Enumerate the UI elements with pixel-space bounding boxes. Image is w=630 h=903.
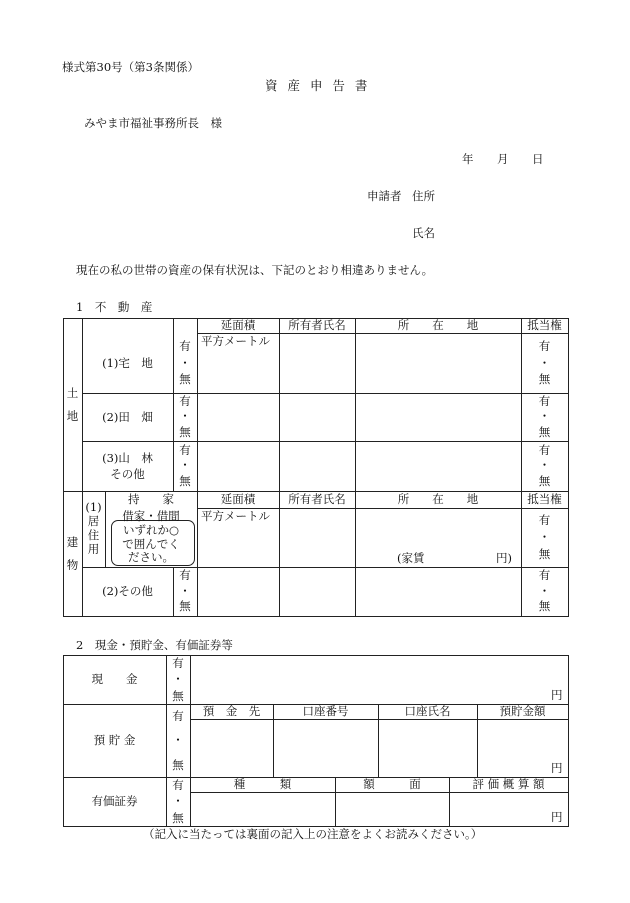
row-other-building: (2)その他: [102, 584, 153, 599]
yn-field: 有 ・ 無: [179, 393, 191, 439]
building-label: 建 物: [66, 534, 79, 572]
col-owner-header-2: 所有者氏名: [288, 492, 346, 507]
area-unit-building: 平方メートル: [201, 509, 270, 523]
mortgage-residence: 有 ・ 無: [538, 513, 551, 561]
mortgage-residential: 有 ・ 無: [538, 338, 551, 387]
yn-securities: 有 ・ 無: [172, 778, 184, 825]
securities-yen: 円: [551, 810, 563, 824]
col-account-name-header: 口座氏名: [404, 704, 451, 719]
own-house-label: 持 家: [128, 492, 174, 507]
col-owner-header: 所有者氏名: [288, 318, 346, 333]
deposit-yen: 円: [551, 761, 563, 775]
footer-note: （記入に当たっては裏面の記入上の注意をよくお読みください。）: [143, 827, 483, 841]
yn-residential: 有 ・ 無: [179, 338, 191, 387]
document-title: 資 産 申 告 書: [265, 78, 371, 93]
form-number: 様式第30号（第3条関係）: [62, 60, 199, 74]
col-bank-header: 預 金 先: [202, 704, 261, 719]
yn-other-building: 有 ・ 無: [179, 568, 191, 614]
statement: 現在の私の世帯の資産の保有状況は、下記のとおり相違ありません。: [76, 263, 434, 277]
yn-cash: 有 ・ 無: [172, 656, 184, 703]
land-label: 土 地: [66, 385, 79, 423]
col-estimated-value-header: 評 価 概 算 額: [472, 777, 545, 792]
area-unit-land: 平方メートル: [201, 334, 270, 348]
row-forest-other: (3)山 林 その他: [102, 450, 153, 481]
col-area-header-2: 延面積: [220, 492, 256, 507]
col-area-header: 延面積: [220, 318, 256, 333]
rent-amount-label: (家賃: [397, 551, 425, 565]
date-month-label: 月: [497, 152, 509, 166]
cash-yen: 円: [551, 688, 563, 702]
date-day-label: 日: [532, 152, 544, 166]
row-residential-land: (1)宅 地: [102, 355, 153, 370]
rent-amount-unit: 円): [496, 551, 512, 565]
col-account-number-header: 口座番号: [302, 704, 349, 719]
date-year-label: 年: [462, 152, 474, 166]
rent-note: 借家・借間 いずれか○ で囲んでく ださい。: [122, 508, 180, 565]
row-residence: (1) 居 住 用: [85, 500, 102, 556]
name-label: 氏名: [412, 226, 435, 240]
yn-forest: 有 ・ 無: [179, 442, 191, 488]
row-field: (2)田 畑: [102, 409, 153, 424]
col-location-header: 所 在 地: [397, 318, 479, 333]
addressee: みやま市福祉事務所長 様: [84, 116, 222, 130]
section-2-title: 2 現金・預貯金、有価証券等: [76, 638, 233, 652]
col-security-type-header: 種 類: [233, 777, 292, 792]
securities-label: 有価証券: [91, 794, 138, 809]
cash-label: 現 金: [91, 672, 138, 687]
mortgage-field: 有 ・ 無: [538, 393, 551, 439]
mortgage-forest: 有 ・ 無: [538, 442, 551, 488]
section-1-title: 1 不 動 産: [76, 300, 153, 314]
address-label: 住所: [412, 189, 435, 203]
col-location-header-2: 所 在 地: [397, 492, 479, 507]
mortgage-other-building: 有 ・ 無: [538, 568, 551, 614]
col-mortgage-header-2: 抵当権: [527, 492, 562, 507]
deposit-label: 預 貯 金: [93, 733, 136, 748]
col-mortgage-header: 抵当権: [527, 318, 562, 333]
col-face-value-header: 額 面: [363, 777, 421, 792]
col-deposit-amount-header: 預貯金額: [499, 704, 546, 719]
yn-deposit: 有 ・ 無: [172, 709, 184, 772]
applicant-label: 申請者: [367, 189, 402, 203]
